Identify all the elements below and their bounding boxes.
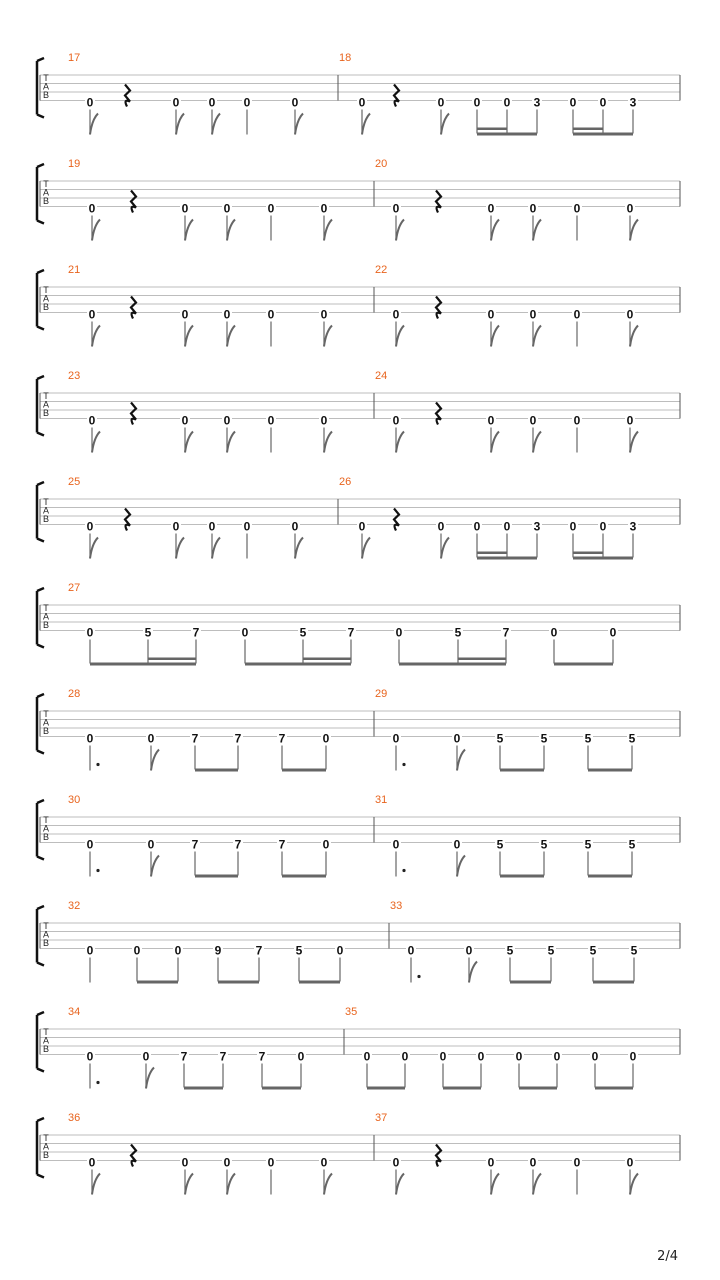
fret-number: 0 bbox=[395, 625, 403, 640]
fret-number: 0 bbox=[437, 95, 445, 110]
note-flag bbox=[630, 220, 638, 241]
fret-number: 0 bbox=[172, 519, 180, 534]
fret-number: 0 bbox=[174, 943, 182, 958]
note-flag bbox=[533, 432, 541, 453]
fret-number: 0 bbox=[358, 519, 366, 534]
note-flag bbox=[212, 538, 220, 559]
beam bbox=[399, 663, 506, 666]
dot bbox=[96, 1081, 99, 1084]
tab-clef-letter: B bbox=[42, 620, 50, 630]
note-flag bbox=[533, 326, 541, 347]
fret-number: 0 bbox=[392, 837, 400, 852]
beam bbox=[262, 1087, 301, 1090]
note-flag bbox=[324, 1174, 332, 1195]
fret-number: 0 bbox=[88, 201, 96, 216]
note-flag bbox=[362, 538, 370, 559]
quarter-rest-icon bbox=[436, 1145, 441, 1167]
fret-number: 5 bbox=[540, 837, 548, 852]
note-flag bbox=[491, 1174, 499, 1195]
quarter-rest-icon bbox=[131, 191, 136, 213]
fret-number: 0 bbox=[487, 307, 495, 322]
fret-number: 0 bbox=[223, 413, 231, 428]
measure-number: 20 bbox=[375, 158, 388, 170]
fret-number: 0 bbox=[629, 1049, 637, 1064]
fret-number: 0 bbox=[550, 625, 558, 640]
fret-number: 0 bbox=[322, 837, 330, 852]
quarter-rest-icon bbox=[125, 509, 130, 531]
fret-number: 0 bbox=[453, 837, 461, 852]
fret-number: 5 bbox=[496, 837, 504, 852]
quarter-rest-icon bbox=[436, 297, 441, 319]
note-flag bbox=[92, 432, 100, 453]
fret-number: 0 bbox=[529, 307, 537, 322]
tab-clef-letter: B bbox=[42, 302, 50, 312]
note-flag bbox=[469, 962, 477, 983]
note-flag bbox=[441, 538, 449, 559]
tab-system bbox=[37, 794, 680, 878]
tab-system bbox=[37, 476, 680, 560]
note-flag bbox=[491, 326, 499, 347]
tab-clef-letter: T bbox=[43, 391, 49, 401]
tab-clef-letter: B bbox=[42, 1150, 50, 1160]
beam bbox=[245, 663, 351, 666]
beam bbox=[500, 769, 544, 772]
fret-number: 0 bbox=[243, 95, 251, 110]
note-flag bbox=[176, 538, 184, 559]
tab-clef-letter: T bbox=[43, 285, 49, 295]
beam bbox=[218, 981, 259, 984]
fret-number: 0 bbox=[223, 307, 231, 322]
fret-number: 3 bbox=[533, 95, 541, 110]
fret-number: 7 bbox=[219, 1049, 227, 1064]
fret-number: 0 bbox=[208, 519, 216, 534]
beam bbox=[519, 1087, 557, 1090]
fret-number: 5 bbox=[589, 943, 597, 958]
dot bbox=[402, 869, 405, 872]
measure-number: 30 bbox=[68, 794, 81, 806]
tab-clef-letter: A bbox=[42, 505, 50, 516]
fret-number: 0 bbox=[626, 201, 634, 216]
dot bbox=[96, 763, 99, 766]
beam bbox=[588, 769, 632, 772]
fret-number: 0 bbox=[291, 95, 299, 110]
measure-number: 27 bbox=[68, 582, 81, 594]
quarter-rest-icon bbox=[394, 509, 399, 531]
tab-clef-letter: B bbox=[42, 514, 50, 524]
beam bbox=[367, 1087, 405, 1090]
beam bbox=[477, 557, 537, 560]
fret-number: 5 bbox=[299, 625, 307, 640]
quarter-rest-icon bbox=[436, 191, 441, 213]
fret-number: 0 bbox=[439, 1049, 447, 1064]
fret-number: 0 bbox=[503, 519, 511, 534]
fret-number: 0 bbox=[487, 1155, 495, 1170]
fret-number: 0 bbox=[86, 731, 94, 746]
fret-number: 0 bbox=[320, 201, 328, 216]
quarter-rest-icon bbox=[131, 1145, 136, 1167]
tab-system bbox=[37, 582, 680, 666]
fret-number: 7 bbox=[347, 625, 355, 640]
note-flag bbox=[362, 114, 370, 135]
fret-number: 0 bbox=[609, 625, 617, 640]
fret-number: 7 bbox=[234, 731, 242, 746]
fret-number: 5 bbox=[496, 731, 504, 746]
fret-number: 0 bbox=[133, 943, 141, 958]
note-flag bbox=[227, 1174, 235, 1195]
fret-number: 0 bbox=[477, 1049, 485, 1064]
note-flag bbox=[396, 220, 404, 241]
fret-number: 7 bbox=[191, 837, 199, 852]
fret-number: 0 bbox=[392, 413, 400, 428]
note-flag bbox=[146, 1068, 154, 1089]
note-flag bbox=[491, 220, 499, 241]
fret-number: 0 bbox=[88, 413, 96, 428]
beam bbox=[510, 981, 551, 984]
fret-number: 0 bbox=[626, 307, 634, 322]
tab-clef-letter: T bbox=[43, 815, 49, 825]
fret-number: 0 bbox=[626, 413, 634, 428]
beam bbox=[477, 133, 537, 136]
fret-number: 3 bbox=[629, 95, 637, 110]
fret-number: 7 bbox=[502, 625, 510, 640]
fret-number: 0 bbox=[453, 731, 461, 746]
tab-clef-letter: T bbox=[43, 73, 49, 83]
fret-number: 0 bbox=[241, 625, 249, 640]
note-flag bbox=[396, 326, 404, 347]
note-flag bbox=[396, 432, 404, 453]
fret-number: 0 bbox=[573, 1155, 581, 1170]
fret-number: 0 bbox=[473, 519, 481, 534]
tab-system bbox=[37, 1112, 680, 1195]
measure-number: 33 bbox=[390, 900, 403, 912]
measure-number: 19 bbox=[68, 158, 81, 170]
fret-number: 5 bbox=[540, 731, 548, 746]
beam bbox=[500, 875, 544, 878]
fret-number: 0 bbox=[267, 307, 275, 322]
fret-number: 7 bbox=[278, 731, 286, 746]
beam bbox=[299, 981, 340, 984]
fret-number: 0 bbox=[181, 413, 189, 428]
beam-16th bbox=[573, 552, 603, 555]
fret-number: 0 bbox=[573, 413, 581, 428]
tab-clef-letter: T bbox=[43, 497, 49, 507]
fret-number: 5 bbox=[506, 943, 514, 958]
fret-number: 0 bbox=[320, 413, 328, 428]
beam bbox=[443, 1087, 481, 1090]
beam-16th bbox=[573, 128, 603, 131]
fret-number: 0 bbox=[267, 413, 275, 428]
note-flag bbox=[185, 432, 193, 453]
fret-number: 0 bbox=[392, 201, 400, 216]
fret-number: 0 bbox=[363, 1049, 371, 1064]
fret-number: 0 bbox=[487, 201, 495, 216]
tab-clef-letter: A bbox=[42, 81, 50, 92]
fret-number: 0 bbox=[147, 837, 155, 852]
fret-number: 5 bbox=[144, 625, 152, 640]
tab-system bbox=[37, 688, 680, 772]
beam bbox=[195, 769, 238, 772]
note-flag bbox=[227, 220, 235, 241]
fret-number: 0 bbox=[86, 837, 94, 852]
measure-number: 17 bbox=[68, 52, 81, 64]
fret-number: 0 bbox=[407, 943, 415, 958]
note-flag bbox=[92, 1174, 100, 1195]
measure-number: 23 bbox=[68, 370, 81, 382]
measure-number: 26 bbox=[339, 476, 352, 488]
beam bbox=[573, 557, 633, 560]
beam bbox=[554, 663, 613, 666]
fret-number: 5 bbox=[547, 943, 555, 958]
note-flag bbox=[630, 1174, 638, 1195]
fret-number: 7 bbox=[278, 837, 286, 852]
fret-number: 0 bbox=[86, 519, 94, 534]
fret-number: 5 bbox=[628, 837, 636, 852]
tab-clef-letter: B bbox=[42, 832, 50, 842]
beam-16th bbox=[477, 128, 507, 131]
tab-clef-letter: A bbox=[42, 717, 50, 728]
quarter-rest-icon bbox=[131, 403, 136, 425]
fret-number: 0 bbox=[336, 943, 344, 958]
fret-number: 0 bbox=[320, 307, 328, 322]
fret-number: 0 bbox=[243, 519, 251, 534]
measure-number: 36 bbox=[68, 1112, 81, 1124]
note-flag bbox=[396, 1174, 404, 1195]
measure-number: 31 bbox=[375, 794, 388, 806]
fret-number: 0 bbox=[529, 201, 537, 216]
tab-clef-letter: T bbox=[43, 709, 49, 719]
page-number: 2/4 bbox=[657, 1249, 678, 1264]
note-flag bbox=[185, 326, 193, 347]
fret-number: 0 bbox=[322, 731, 330, 746]
note-flag bbox=[176, 114, 184, 135]
fret-number: 7 bbox=[255, 943, 263, 958]
tab-clef-letter: T bbox=[43, 1133, 49, 1143]
fret-number: 0 bbox=[487, 413, 495, 428]
tab-clef-letter: T bbox=[43, 921, 49, 931]
fret-number: 0 bbox=[223, 201, 231, 216]
tab-clef-letter: A bbox=[42, 293, 50, 304]
tab-clef-letter: B bbox=[42, 1044, 50, 1054]
tab-clef-letter: T bbox=[43, 603, 49, 613]
note-flag bbox=[295, 114, 303, 135]
fret-number: 5 bbox=[454, 625, 462, 640]
tab-clef-letter: T bbox=[43, 179, 49, 189]
tab-clef-letter: A bbox=[42, 1035, 50, 1046]
note-flag bbox=[324, 220, 332, 241]
note-flag bbox=[441, 114, 449, 135]
fret-number: 0 bbox=[223, 1155, 231, 1170]
note-flag bbox=[151, 856, 159, 877]
tab-clef-letter: B bbox=[42, 408, 50, 418]
tab-system bbox=[37, 264, 680, 347]
tab-clef-letter: A bbox=[42, 187, 50, 198]
quarter-rest-icon bbox=[131, 297, 136, 319]
note-flag bbox=[90, 538, 98, 559]
beam bbox=[90, 663, 196, 666]
tab-clef-letter: B bbox=[42, 90, 50, 100]
dot bbox=[417, 975, 420, 978]
note-flag bbox=[212, 114, 220, 135]
note-flag bbox=[90, 114, 98, 135]
tab-system bbox=[37, 1006, 680, 1090]
fret-number: 0 bbox=[320, 1155, 328, 1170]
fret-number: 0 bbox=[401, 1049, 409, 1064]
beam bbox=[184, 1087, 223, 1090]
fret-number: 0 bbox=[86, 625, 94, 640]
note-flag bbox=[630, 326, 638, 347]
fret-number: 0 bbox=[291, 519, 299, 534]
note-flag bbox=[491, 432, 499, 453]
tab-clef-letter: B bbox=[42, 196, 50, 206]
tab-system bbox=[37, 900, 680, 984]
measure-number: 18 bbox=[339, 52, 352, 64]
note-flag bbox=[151, 750, 159, 771]
fret-number: 0 bbox=[147, 731, 155, 746]
fret-number: 0 bbox=[267, 201, 275, 216]
fret-number: 0 bbox=[573, 201, 581, 216]
tab-clef-letter: T bbox=[43, 1027, 49, 1037]
note-flag bbox=[630, 432, 638, 453]
fret-number: 0 bbox=[569, 95, 577, 110]
fret-number: 0 bbox=[599, 95, 607, 110]
fret-number: 5 bbox=[584, 837, 592, 852]
beam bbox=[595, 1087, 633, 1090]
tab-clef-letter: B bbox=[42, 938, 50, 948]
beam-16th bbox=[303, 658, 351, 661]
fret-number: 0 bbox=[529, 413, 537, 428]
fret-number: 0 bbox=[553, 1049, 561, 1064]
tab-clef-letter: A bbox=[42, 399, 50, 410]
dot bbox=[402, 763, 405, 766]
fret-number: 0 bbox=[297, 1049, 305, 1064]
measure-number: 28 bbox=[68, 688, 81, 700]
beam bbox=[282, 875, 326, 878]
note-flag bbox=[324, 326, 332, 347]
measure-number: 35 bbox=[345, 1006, 358, 1018]
fret-number: 0 bbox=[573, 307, 581, 322]
tab-system bbox=[37, 158, 680, 241]
beam-16th bbox=[148, 658, 196, 661]
measure-number: 24 bbox=[375, 370, 388, 382]
note-flag bbox=[227, 326, 235, 347]
fret-number: 0 bbox=[473, 95, 481, 110]
beam bbox=[593, 981, 634, 984]
fret-number: 0 bbox=[626, 1155, 634, 1170]
note-flag bbox=[92, 220, 100, 241]
tab-clef-letter: A bbox=[42, 929, 50, 940]
beam bbox=[588, 875, 632, 878]
fret-number: 5 bbox=[584, 731, 592, 746]
tab-system bbox=[37, 370, 680, 453]
tab-clef-letter: A bbox=[42, 823, 50, 834]
tab-clef-letter: B bbox=[42, 726, 50, 736]
fret-number: 0 bbox=[267, 1155, 275, 1170]
fret-number: 7 bbox=[191, 731, 199, 746]
fret-number: 7 bbox=[192, 625, 200, 640]
fret-number: 0 bbox=[591, 1049, 599, 1064]
note-flag bbox=[185, 1174, 193, 1195]
fret-number: 0 bbox=[392, 1155, 400, 1170]
fret-number: 0 bbox=[208, 95, 216, 110]
beam bbox=[137, 981, 178, 984]
measure-number: 32 bbox=[68, 900, 81, 912]
fret-number: 0 bbox=[599, 519, 607, 534]
tab-system bbox=[37, 52, 680, 136]
fret-number: 7 bbox=[258, 1049, 266, 1064]
fret-number: 0 bbox=[88, 307, 96, 322]
fret-number: 0 bbox=[142, 1049, 150, 1064]
fret-number: 0 bbox=[392, 731, 400, 746]
note-flag bbox=[533, 1174, 541, 1195]
fret-number: 0 bbox=[86, 1049, 94, 1064]
fret-number: 0 bbox=[172, 95, 180, 110]
measure-number: 29 bbox=[375, 688, 388, 700]
measure-number: 22 bbox=[375, 264, 388, 276]
note-flag bbox=[324, 432, 332, 453]
fret-number: 0 bbox=[437, 519, 445, 534]
measure-number: 34 bbox=[68, 1006, 81, 1018]
dot bbox=[96, 869, 99, 872]
note-flag bbox=[227, 432, 235, 453]
fret-number: 7 bbox=[180, 1049, 188, 1064]
fret-number: 9 bbox=[214, 943, 222, 958]
beam-16th bbox=[477, 552, 507, 555]
note-flag bbox=[92, 326, 100, 347]
fret-number: 0 bbox=[86, 95, 94, 110]
fret-number: 5 bbox=[630, 943, 638, 958]
note-flag bbox=[457, 750, 465, 771]
fret-number: 3 bbox=[629, 519, 637, 534]
fret-number: 3 bbox=[533, 519, 541, 534]
fret-number: 0 bbox=[88, 1155, 96, 1170]
quarter-rest-icon bbox=[436, 403, 441, 425]
note-flag bbox=[185, 220, 193, 241]
quarter-rest-icon bbox=[394, 85, 399, 107]
quarter-rest-icon bbox=[125, 85, 130, 107]
measure-number: 21 bbox=[68, 264, 81, 276]
note-flag bbox=[295, 538, 303, 559]
fret-number: 7 bbox=[234, 837, 242, 852]
fret-number: 0 bbox=[515, 1049, 523, 1064]
fret-number: 0 bbox=[503, 95, 511, 110]
fret-number: 0 bbox=[529, 1155, 537, 1170]
fret-number: 0 bbox=[181, 201, 189, 216]
tab-clef-letter: A bbox=[42, 1141, 50, 1152]
fret-number: 0 bbox=[358, 95, 366, 110]
tab-clef-letter: A bbox=[42, 611, 50, 622]
fret-number: 0 bbox=[86, 943, 94, 958]
beam-16th bbox=[458, 658, 506, 661]
fret-number: 0 bbox=[181, 1155, 189, 1170]
fret-number: 5 bbox=[295, 943, 303, 958]
measure-number: 37 bbox=[375, 1112, 388, 1124]
fret-number: 0 bbox=[181, 307, 189, 322]
note-flag bbox=[533, 220, 541, 241]
fret-number: 0 bbox=[465, 943, 473, 958]
beam bbox=[195, 875, 238, 878]
beam bbox=[282, 769, 326, 772]
beam bbox=[573, 133, 633, 136]
fret-number: 0 bbox=[569, 519, 577, 534]
fret-number: 5 bbox=[628, 731, 636, 746]
measure-number: 25 bbox=[68, 476, 81, 488]
note-flag bbox=[457, 856, 465, 877]
fret-number: 0 bbox=[392, 307, 400, 322]
